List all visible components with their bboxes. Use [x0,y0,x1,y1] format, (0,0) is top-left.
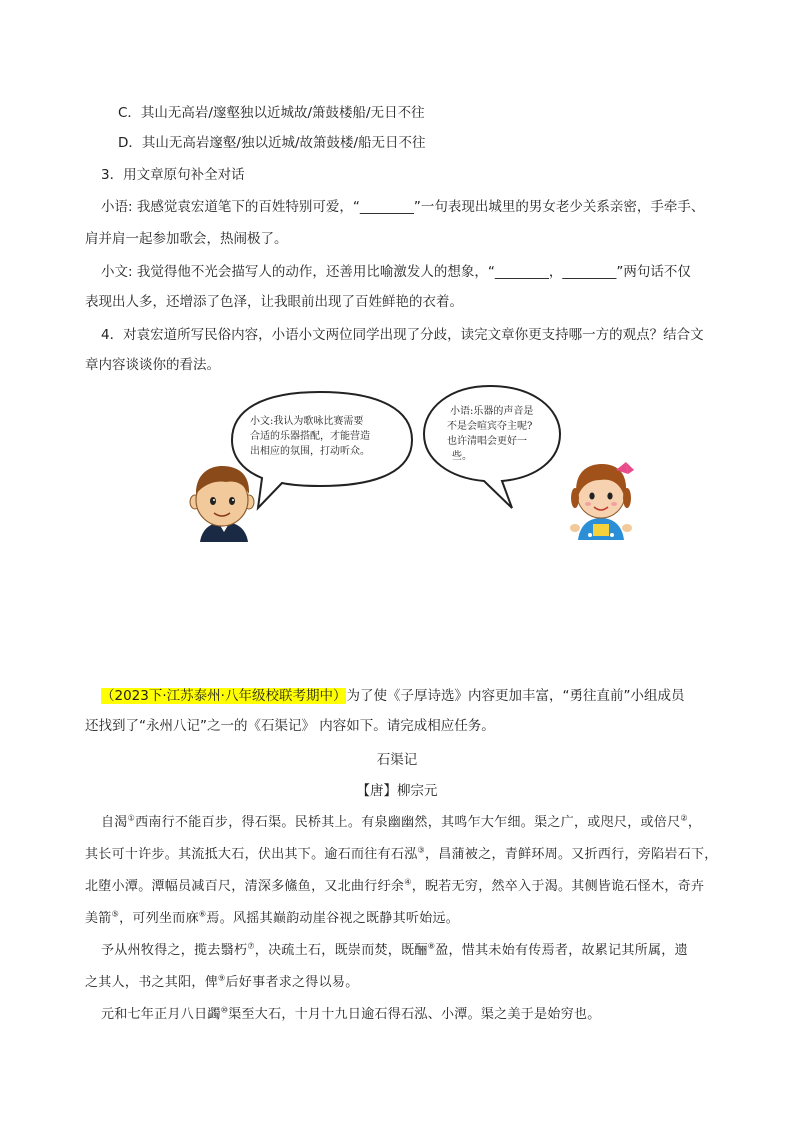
xiaowen-dialogue-line2: 表现出人多，还增添了色泽，让我眼前出现了百姓鲜艳的衣着。 [85,294,463,310]
article-text: 之其人，书之其阳，俾 [85,975,219,990]
article-text: 西南行不能百步，得石渠。民桥其上。有泉幽幽然，其鸣乍大乍细。渠之广，或咫尺，或倍尺 [135,815,681,830]
footnote-marker: ⑦ [247,941,255,951]
option-c: C．其山无高岩/邃壑独以近城故/箫鼓楼船/无日不往 [118,105,425,121]
footnote-marker: ① [127,813,136,823]
xiaowen-dialogue-line1: 小文: 我觉得他不光会描写人的动作，还善用比喻激发人的想象，“________，________”两句话不仅 [101,264,691,280]
footnote-marker: ⑩ [220,1005,229,1015]
right-bubble-line3: 也许清唱会更好一 [447,436,527,447]
girl-character [570,462,634,540]
article-p1-line3 [85,877,704,897]
article-text: 焉。风摇其巅韵动崖谷视之既静其听始远。 [206,911,460,926]
article-text: 渠至大石，十月十九日逾石得石泓、小潭。渠之美于是始穷也。 [228,1007,601,1022]
article-text: 美箭 [85,911,112,926]
footnote-marker: ⑤ [111,909,120,919]
article-text: 予从州牧得之，揽去翳朽 [101,943,248,958]
article-text: 自渴 [101,815,128,830]
article-text: ，睨若无穷，然卒入于渴。其侧皆诡石怪木，奇卉 [411,879,705,894]
article-p1-line1 [101,813,701,833]
footnote-marker: ⑨ [218,973,226,983]
option-d: D．其山无高岩邃壑/独以近城/故箫鼓楼/船无日不往 [118,135,426,151]
footnote-marker: ③ [417,845,425,855]
article-text: ，可列坐而庥 [119,911,199,926]
article-title: 石渠记 [376,752,418,768]
article-text: 盈，惜其未始有传焉者，故累记其所属，遗 [435,943,688,958]
boy-character [190,466,254,542]
article-text: ， [687,815,702,830]
question-3-title: 3．用文章原句补全对话 [101,167,245,183]
footnote-marker: ② [680,813,688,823]
left-bubble-line1: 小文:我认为歌咏比赛需要 [250,416,364,427]
footnote-marker: ⑥ [198,909,207,919]
article-text: 后好事者求之得以易。 [225,975,359,990]
right-bubble-line4: 些。 [452,451,472,462]
right-speech-bubble [424,386,560,508]
article-p1-line4 [85,909,459,929]
article-text: ，决疏土石，既崇而焚，既酾 [254,943,428,958]
article-p2-line2 [85,973,359,993]
right-bubble-line2: 不是会喧宾夺主呢? [447,421,533,432]
xiaoyu-dialogue-line1: 小语: 我感觉袁宏道笔下的百姓特别可爱，“________”一句表现出城里的男女老少关系亲密，手牵手、 [101,199,705,215]
question-4-line2: 章内容谈谈你的看法。 [85,357,220,373]
left-bubble-line3: 出相应的氛围，打动听众。 [250,446,370,457]
article-text: ，昌蒲被之，青鲜环周。又折西行，旁陷岩石下， [425,847,718,862]
source-tag: （2023下·江苏泰州·八年级校联考期中） [101,688,347,704]
article-text: 元和七年正月八日蠲 [101,1007,221,1022]
right-bubble-line1: 小语:乐器的声音是 [450,406,534,417]
xiaoyu-dialogue-line2: 肩并肩一起参加歌会，热闹极了。 [85,231,288,247]
article-author: 【唐】柳宗元 [356,783,438,799]
question-4-line1: 4．对袁宏道所写民俗内容，小语小文两位同学出现了分歧，读完文章你更支持哪一方的观点？结合文 [101,327,704,343]
article-text: 其长可十许步。其流抵大石，伏出其下。逾石而往有石泓 [85,847,418,862]
article-text: 北堕小潭。潭幅员减百尺，清深多鯈鱼，又北曲行纡余 [85,879,405,894]
task-intro-line1 [101,686,684,706]
task-intro-text: 为了使《子厚诗选》内容更加丰富，“勇往直前”小组成员 [346,688,685,704]
article-p2-line1 [101,941,688,961]
article-p3-line1 [101,1005,601,1025]
footnote-marker: ⑧ [427,941,436,951]
footnote-marker: ④ [404,877,412,887]
article-p1-line2 [85,845,718,865]
task-intro-line2: 还找到了“永州八记”之一的《石渠记》 内容如下。请完成相应任务。 [85,718,495,734]
left-bubble-line2: 合适的乐器搭配，才能营造 [250,431,370,442]
left-speech-bubble [232,392,412,508]
